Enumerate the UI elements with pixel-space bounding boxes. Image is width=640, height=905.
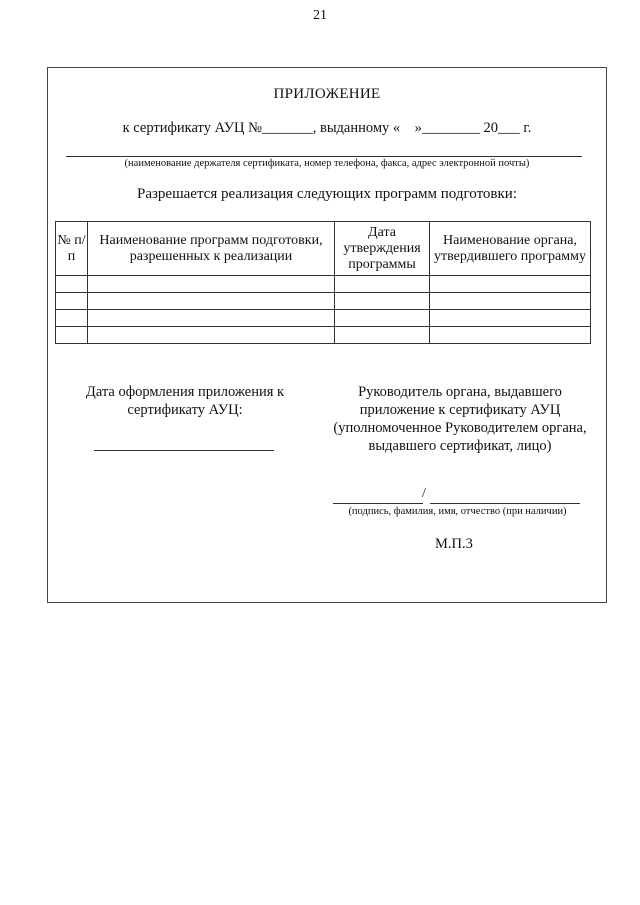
table-cell [88, 310, 335, 327]
name-fill-line [430, 503, 580, 504]
signature-separator: / [422, 486, 426, 501]
programs-table [55, 221, 591, 344]
table-cell [88, 327, 335, 344]
head-of-body-label: Руководитель органа, выдавшего приложение к сертификату АУЦ (уполномоченное Руководителем органа, выдавшего сертификат, лицо) [333, 384, 587, 454]
table-cell [335, 327, 430, 344]
stamp-place: М.П.3 [435, 536, 473, 552]
table-row [56, 310, 591, 327]
header-approval-date: Дата утверждения программы [335, 222, 430, 276]
table-cell [430, 310, 591, 327]
table-header-row [56, 222, 591, 276]
table-cell [56, 327, 88, 344]
allowed-programs-text: Разрешается реализация следующих программ подготовки: [137, 186, 517, 202]
table-cell [335, 293, 430, 310]
holder-caption: (наименование держателя сертификата, номер телефона, факса, адрес электронной почты) [124, 158, 530, 169]
table-cell [335, 310, 430, 327]
table-cell [430, 327, 591, 344]
signature-fill-line [333, 503, 423, 504]
issue-date-label: Дата оформления приложения к сертификату АУЦ: [85, 384, 285, 418]
issue-date-fill-line [94, 450, 274, 451]
holder-fill-line [66, 156, 582, 157]
certificate-line: к сертификату АУЦ №_______, выданному « »________ 20___ г. [122, 120, 532, 136]
table-cell [335, 276, 430, 293]
header-program-name: Наименование программ подготовки, разрешенных к реализации [88, 222, 335, 276]
page-number: 21 [313, 8, 327, 23]
table-cell [56, 276, 88, 293]
appendix-title: ПРИЛОЖЕНИЕ [273, 86, 381, 102]
signature-caption: (подпись, фамилия, имя, отчество (при наличии) [348, 506, 567, 517]
table-row [56, 293, 591, 310]
table-cell [56, 310, 88, 327]
table-cell [88, 276, 335, 293]
table-row [56, 327, 591, 344]
table-row [56, 276, 591, 293]
header-approving-body: Наименование органа, утвердившего программу [430, 222, 591, 276]
table-cell [430, 293, 591, 310]
table-cell [430, 276, 591, 293]
table-cell [56, 293, 88, 310]
header-num: № п/п [56, 222, 88, 276]
table-cell [88, 293, 335, 310]
